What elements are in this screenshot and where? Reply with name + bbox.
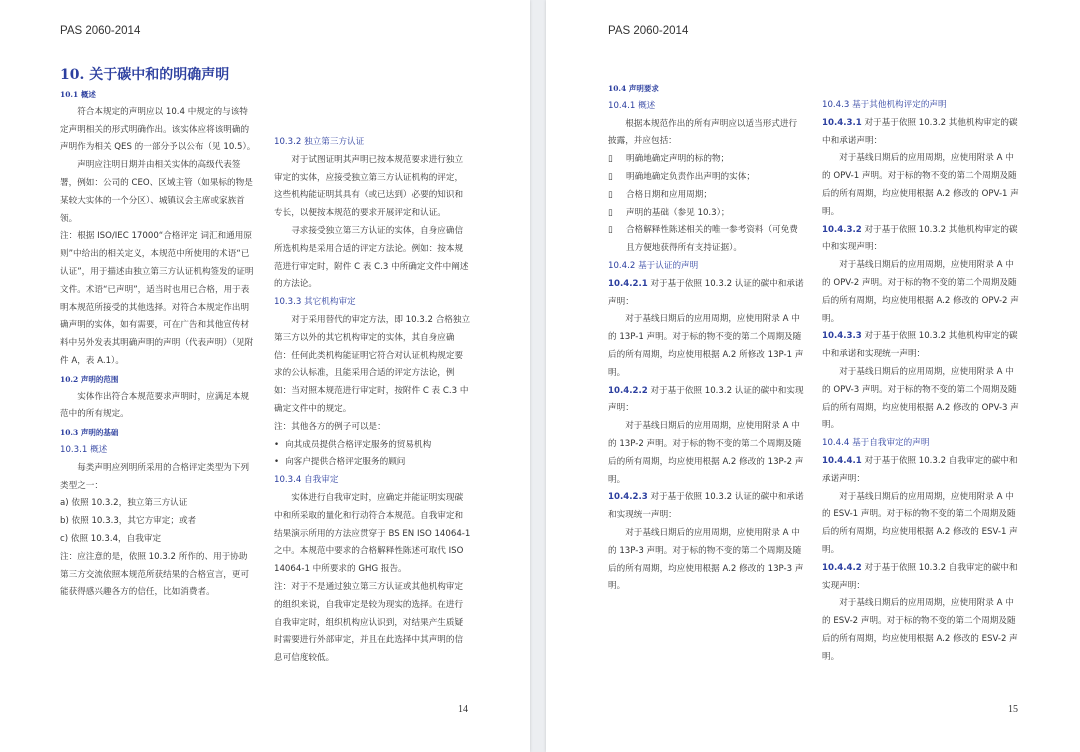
clause xyxy=(822,453,1020,489)
clause-text: 对于基于依照 10.3.2 认证的碳中和实现声明： xyxy=(608,385,804,414)
paragraph: 对于采用替代的审定方法，即 10.3.2 合格独立第三方以外的其它机构审定的实体，其自身应确信：任何此类机构能证明它符合对认证机构规定要求的公认标准，且能采用合适的评定方法论，例如：当对照本规范进行审定时，按附件 C 表 C.3 中确定文件中的规定。 xyxy=(274,314,471,414)
paragraph: 每类声明应列明所采用的合格评定类型为下列类型之一： xyxy=(60,462,250,491)
clause xyxy=(822,115,1020,151)
clause-number: 10.4.2.3 xyxy=(608,492,648,503)
clause-text: 对于基于依照 10.3.2 其他机构审定的碳中和承诺和实现统一声明： xyxy=(822,331,1018,360)
right-column-2 xyxy=(822,97,1020,667)
list-item: • 向客户提供合格评定服务的顾问 xyxy=(274,454,471,472)
heading-10-4-3: 10.4.3 基于其他机构评定的声明 xyxy=(822,100,947,110)
note: 注：其他各方的例子可以是： xyxy=(274,421,386,432)
clause-text: 对于基于依照 10.3.2 其他机构审定的碳中和实现声明： xyxy=(822,224,1018,253)
heading-10-4-2: 10.4.2 基于认证的声明 xyxy=(608,260,699,271)
page-header: PAS 2060-2014 xyxy=(608,25,689,37)
list-item: ▯ 合格日期和应用周期； xyxy=(608,187,804,205)
clause-number: 10.4.4.2 xyxy=(822,562,862,573)
list-item: ▯ 声明的基础（参见 10.3）； xyxy=(608,205,804,223)
paragraph: 对于基线日期后的应用周期，应使用附录 A 中的 OPV-2 声明。对于标的物不变的第二个周期及随后的所有周期，均应使用根据 A.2 修改的 OPV-2 声明。 xyxy=(822,260,1019,324)
paragraph: 对于基线日期后的应用周期，应使用附录 A 中的 13P-3 声明。对于标的物不变的第二个周期及随后的所有周期，均应使用根据 A.2 修改的 13P-3 声明。 xyxy=(608,527,804,592)
list-item: • 向其成员提供合格评定服务的贸易机构 xyxy=(274,437,471,455)
paragraph: 实体进行自我审定时，应确定并能证明实现碳中和所采取的量化和行动符合本规范。自我审定和结果演示所用的方法应贯穿于 BS EN ISO 14064-1 之中。本规范中要求的合格解释性陈述可取代 ISO 14064-1 中所要求的 GHG 报告。 xyxy=(274,492,471,575)
heading-10-4: 10.4 声明要求 xyxy=(608,84,659,93)
note: 注：根据 ISO/IEC 17000“合格评定 词汇和通用原则”中给出的相关定义，本规范中所使用的术语“已认证”，用于描述由独立第三方认证机构签发的证明文件。术语“已声明”，适当时也用已合格，用于表明本规范所接受的其他选择。对符合本规定作出明确声明的实体，如有需要，可在广告和其他宣传材料中另外发表其明确声明的声明（代表声明）（见附件 A，表 A.1）。 xyxy=(60,231,254,366)
paragraph: 对于基线日期后的应用周期，应使用附录 A 中的 ESV-2 声明。对于标的物不变的第二个周期及随后的所有周期，均应使用根据 A.2 修改的 ESV-2 声明。 xyxy=(822,598,1018,662)
clause xyxy=(608,276,804,312)
heading-10-3-3: 10.3.3 其它机构审定 xyxy=(274,297,356,308)
paragraph: 声明应注明日期并由相关实体的高级代表签署，例如：公司的 CEO、区域主管（如果标的物是某较大实体的一个分区）、城镇议会主席或家族首领。 xyxy=(60,160,253,224)
list-item: ▯ 明确地确定声明的标的物； xyxy=(608,151,804,169)
clause-number: 10.4.2.2 xyxy=(608,385,648,396)
heading-10-3: 10.3 声明的基础 xyxy=(60,428,119,438)
clause-number: 10.4.3.2 xyxy=(822,224,862,235)
paragraph: 对于基线日期后的应用周期，应使用附录 A 中的 ESV-1 声明。对于标的物不变的第二个周期及随后的所有周期，均应使用根据 A.2 修改的 ESV-1 声明。 xyxy=(822,491,1018,555)
list-item: ▯ 明确地确定负责作出声明的实体； xyxy=(608,169,804,187)
heading-10-3-4: 10.3.4 自我审定 xyxy=(274,475,339,486)
heading-10-1: 10.1 概述 xyxy=(60,90,96,99)
left-column-2 xyxy=(274,134,471,668)
page-number: 14 xyxy=(458,704,468,715)
note: 注：对于不是通过独立第三方认证或其他机构审定的组织来说，自我审定是较为现实的选择。在进行自我审定时，组织机构应认识到，对结果产生质疑时需要进行外部审定，并且在此选择中其声明的信息可信度较低。 xyxy=(274,581,464,664)
page-14 xyxy=(0,0,530,752)
right-column-1 xyxy=(608,80,804,596)
clause xyxy=(822,328,1020,364)
clause-text: 对于基于依照 10.3.2 其他机构审定的碳中和承诺声明： xyxy=(822,117,1018,146)
paragraph: 对于基线日期后的应用周期，应使用附录 A 中的 OPV-1 声明。对于标的物不变的第二个周期及随后的所有周期，均应使用根据 A.2 修改的 OPV-1 声明。 xyxy=(822,153,1019,217)
paragraph: 对于基线日期后的应用周期，应使用附录 A 中的 13P-2 声明。对于标的物不变的第二个周期及随后的所有周期，均应使用根据 A.2 修改的 13P-2 声明。 xyxy=(608,421,804,485)
paragraph: 寻求接受独立第三方认证的实体，自身应确信所选机构是采用合适的评定方法论。例如：按本规范进行审定时，附件 C 表 C.3 中所确定文件中阐述的方法论。 xyxy=(274,225,469,290)
clause-text: 对于基于依照 10.3.2 自我审定的碳中和实现声明： xyxy=(822,562,1018,591)
clause xyxy=(608,489,804,525)
heading-10-4-4: 10.4.4 基于自我审定的声明 xyxy=(822,438,930,449)
list-item: a) 依照 10.3.2，独立第三方认证 xyxy=(60,498,188,509)
paragraph: 根据本规范作出的所有声明应以适当形式进行披露，并应包括： xyxy=(608,118,798,147)
page-15 xyxy=(546,0,1080,752)
requirement-list xyxy=(608,151,804,258)
clause xyxy=(608,383,804,419)
clause-number: 10.4.3.1 xyxy=(822,117,862,128)
paragraph: 对于试图证明其声明已按本规范要求进行独立审定的实体，应接受独立第三方认证机构的评定，这些机构能证明其具有（或已达到）必要的知识和专长，以便按本规范的要求开展评定和认证。 xyxy=(274,154,464,219)
paragraph: 对于基线日期后的应用周期，应使用附录 A 中的 OPV-3 声明。对于标的物不变的第二个周期及随后的所有周期，均应使用根据 A.2 修改的 OPV-3 声明。 xyxy=(822,366,1019,431)
paragraph: 实体作出符合本规范要求声明时，应满足本规范中的所有规定。 xyxy=(60,391,250,420)
heading-10-2: 10.2 声明的范围 xyxy=(60,374,119,384)
left-column-1 xyxy=(60,64,256,602)
page-number: 15 xyxy=(1008,704,1018,715)
note: 注：应注意的是，依照 10.3.2 所作的、用于协助第三方交流依照本规范所获结果的合格宣言，更可能获得感兴趣各方的信任，比如消费者。 xyxy=(60,551,250,598)
page-header: PAS 2060-2014 xyxy=(60,25,141,37)
heading-10-4-1: 10.4.1 概述 xyxy=(608,100,656,111)
clause xyxy=(822,222,1020,258)
list-item: b) 依照 10.3.3，其它方审定；或者 xyxy=(60,516,197,527)
clause-number: 10.4.3.3 xyxy=(822,331,862,342)
clause-number: 10.4.2.1 xyxy=(608,278,648,289)
list-item: c) 依照 10.3.4，自我审定 xyxy=(60,533,162,544)
section-title: 10. 关于碳中和的明确声明 xyxy=(60,67,230,83)
paragraph: 符合本规定的声明应以 10.4 中规定的与该特定声明相关的形式明确作出。该实体应将该明确的声明作为相关 QES 的一部分予以公布（见 10.5）。 xyxy=(60,106,256,153)
heading-10-3-2: 10.3.2 独立第三方认证 xyxy=(274,137,365,147)
clause-number: 10.4.4.1 xyxy=(822,455,862,466)
paragraph: 对于基线日期后的应用周期，应使用附录 A 中的 13P-1 声明。对于标的物不变的第二个周期及随后的所有周期，均应使用根据 A.2 所修改 13P-1 声明。 xyxy=(608,314,804,378)
clause-text: 对于基于依照 10.3.2 自我审定的碳中和承诺声明： xyxy=(822,455,1018,484)
clause xyxy=(822,560,1020,596)
bullet-list xyxy=(274,437,471,473)
clause-text: 对于基于依照 10.3.2 认证的碳中和承诺和实现统一声明： xyxy=(608,492,804,521)
list-item: ▯ 合格解释性陈述相关的唯一参考资料（可免费且方便地获得所有支持证据）。 xyxy=(608,222,804,258)
clause-text: 对于基于依照 10.3.2 认证的碳中和承诺声明： xyxy=(608,278,804,307)
heading-10-3-1: 10.3.1 概述 xyxy=(60,444,108,455)
